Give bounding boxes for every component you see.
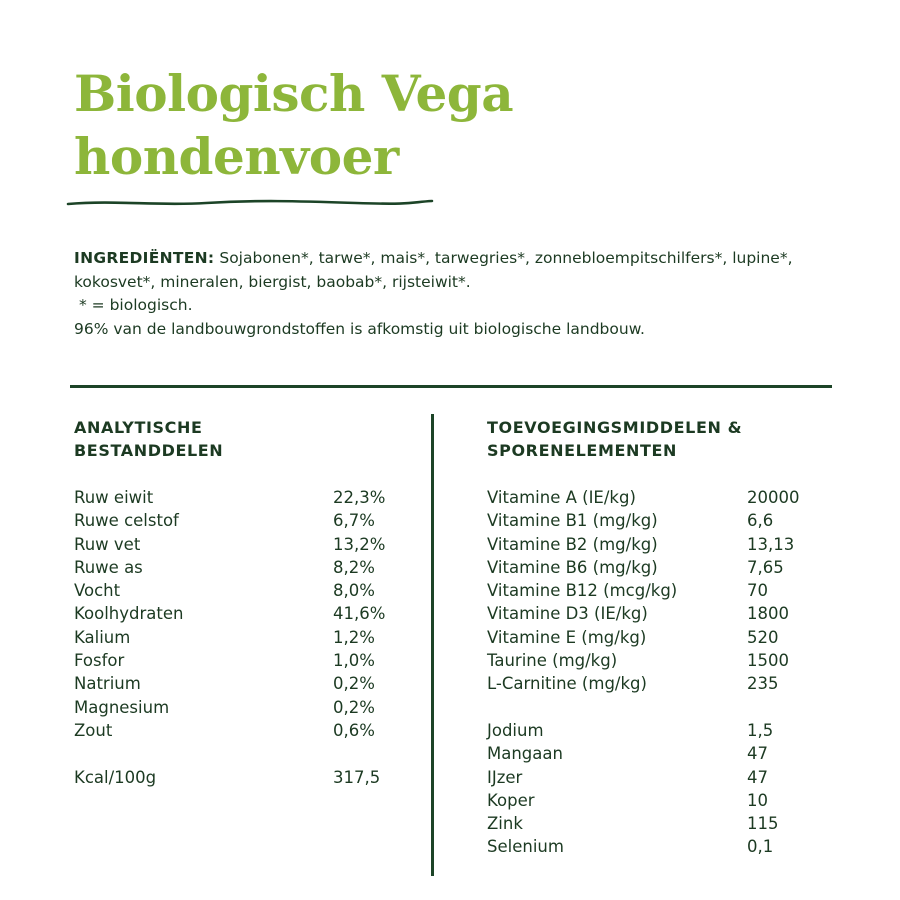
trace-element-row <box>487 766 768 789</box>
section-divider <box>70 385 832 388</box>
analytical-row <box>74 486 386 509</box>
row-value: 8,0% <box>333 581 375 601</box>
row-value: 13,13 <box>747 534 795 554</box>
analytical-row <box>74 672 375 695</box>
row-label: Magnesium <box>74 697 170 717</box>
title-line-1: Biologisch Vega <box>74 64 514 123</box>
row-label: Koolhydraten <box>74 604 184 624</box>
ingredients-label: INGREDIËNTEN: <box>74 249 215 267</box>
trace-element-row <box>487 719 774 742</box>
row-value: 8,2% <box>333 557 375 577</box>
ingredients-text-2: kokosvet*, mineralen, biergist, baobab*, rijsteiwit*. <box>74 272 471 291</box>
row-value: 0,2% <box>333 674 375 694</box>
row-label: Ruw eiwit <box>74 488 154 507</box>
row-label: Jodium <box>487 721 544 740</box>
energy-row <box>74 766 381 789</box>
row-value: 1800 <box>747 604 789 624</box>
row-label: Ruw vet <box>74 534 141 554</box>
vitamin-row <box>487 649 789 672</box>
row-value: 317,5 <box>333 768 381 787</box>
ingredients-block <box>74 247 844 341</box>
ingredients-line-1 <box>74 247 844 271</box>
vitamin-row <box>487 556 784 579</box>
row-value: 1,2% <box>333 627 375 647</box>
vitamin-row <box>487 579 768 602</box>
analytical-list <box>74 486 386 742</box>
row-value: 13,2% <box>333 534 386 554</box>
analytical-row <box>74 696 375 719</box>
vitamin-row <box>487 486 800 509</box>
row-label: Vocht <box>74 581 121 601</box>
page-title <box>74 62 513 188</box>
analytical-row <box>74 602 386 625</box>
vitamin-row <box>487 626 779 649</box>
vitamin-row <box>487 602 789 625</box>
trace-elements-list <box>487 719 779 859</box>
row-value: 6,6 <box>747 511 774 531</box>
row-label: Kcal/100g <box>74 768 157 787</box>
analytical-row <box>74 509 375 532</box>
row-label: Zout <box>74 720 113 740</box>
row-label: Zink <box>487 814 523 834</box>
row-value: 47 <box>747 744 768 764</box>
row-label: Vitamine B2 (mg/kg) <box>487 534 658 554</box>
ingredients-text-1: Sojabonen*, tarwe*, mais*, tarwegries*, zonnebloempitschilfers*, lupine*, <box>214 249 793 267</box>
row-label: Ruwe as <box>74 557 143 577</box>
column-divider <box>431 414 434 876</box>
row-label: Vitamine E (mg/kg) <box>487 627 647 647</box>
row-label: Mangaan <box>487 744 563 764</box>
row-label: Vitamine B12 (mcg/kg) <box>487 581 678 601</box>
row-value: 22,3% <box>333 488 386 507</box>
analytical-row <box>74 533 386 556</box>
additives-heading-line-1: TOEVOEGINGSMIDDELEN & <box>487 418 743 437</box>
row-label: Kalium <box>74 627 131 647</box>
row-label: Vitamine A (IE/kg) <box>487 488 636 507</box>
analytical-heading <box>74 416 223 462</box>
row-label: L-Carnitine (mg/kg) <box>487 674 647 694</box>
row-value: 1,5 <box>747 721 774 740</box>
row-value: 115 <box>747 814 779 834</box>
trace-element-row <box>487 835 774 858</box>
additives-heading <box>487 416 742 462</box>
row-label: Fosfor <box>74 651 125 671</box>
row-value: 10 <box>747 790 768 810</box>
title-line-2: hondenvoer <box>74 127 399 186</box>
row-value: 1,0% <box>333 651 375 671</box>
row-value: 0,2% <box>333 697 375 717</box>
additives-heading-line-2: SPORENELEMENTEN <box>487 441 678 460</box>
organic-share: 96% van de landbouwgrondstoffen is afkomstig uit biologische landbouw. <box>74 319 645 338</box>
organic-note: * = biologisch. <box>79 296 193 314</box>
row-value: 0,1 <box>747 837 774 857</box>
row-value: 20000 <box>747 488 800 507</box>
row-value: 520 <box>747 627 779 647</box>
vitamins-list <box>487 486 800 696</box>
energy-list <box>74 766 381 789</box>
row-value: 47 <box>747 767 768 787</box>
row-value: 235 <box>747 674 779 694</box>
row-value: 0,6% <box>333 720 375 740</box>
row-value: 41,6% <box>333 604 386 624</box>
analytical-heading-line-1: ANALYTISCHE <box>74 418 203 437</box>
row-value: 6,7% <box>333 511 375 531</box>
vitamin-row <box>487 672 779 695</box>
row-value: 7,65 <box>747 557 784 577</box>
row-value: 70 <box>747 581 768 601</box>
analytical-row <box>74 719 375 742</box>
row-label: Ruwe celstof <box>74 511 179 531</box>
row-label: IJzer <box>487 767 523 787</box>
analytical-heading-line-2: BESTANDDELEN <box>74 441 224 460</box>
analytical-row <box>74 626 375 649</box>
trace-element-row <box>487 742 768 765</box>
row-label: Taurine (mg/kg) <box>487 651 618 671</box>
row-label: Selenium <box>487 837 564 857</box>
row-label: Vitamine D3 (IE/kg) <box>487 604 648 624</box>
analytical-row <box>74 556 375 579</box>
analytical-row <box>74 579 375 602</box>
analytical-row <box>74 649 375 672</box>
row-label: Koper <box>487 790 535 810</box>
title-underline <box>66 196 436 210</box>
row-label: Vitamine B6 (mg/kg) <box>487 557 658 577</box>
row-value: 1500 <box>747 651 789 671</box>
trace-element-row <box>487 789 768 812</box>
row-label: Vitamine B1 (mg/kg) <box>487 511 658 531</box>
vitamin-row <box>487 533 795 556</box>
row-label: Natrium <box>74 674 141 694</box>
vitamin-row <box>487 509 774 532</box>
trace-element-row <box>487 812 779 835</box>
